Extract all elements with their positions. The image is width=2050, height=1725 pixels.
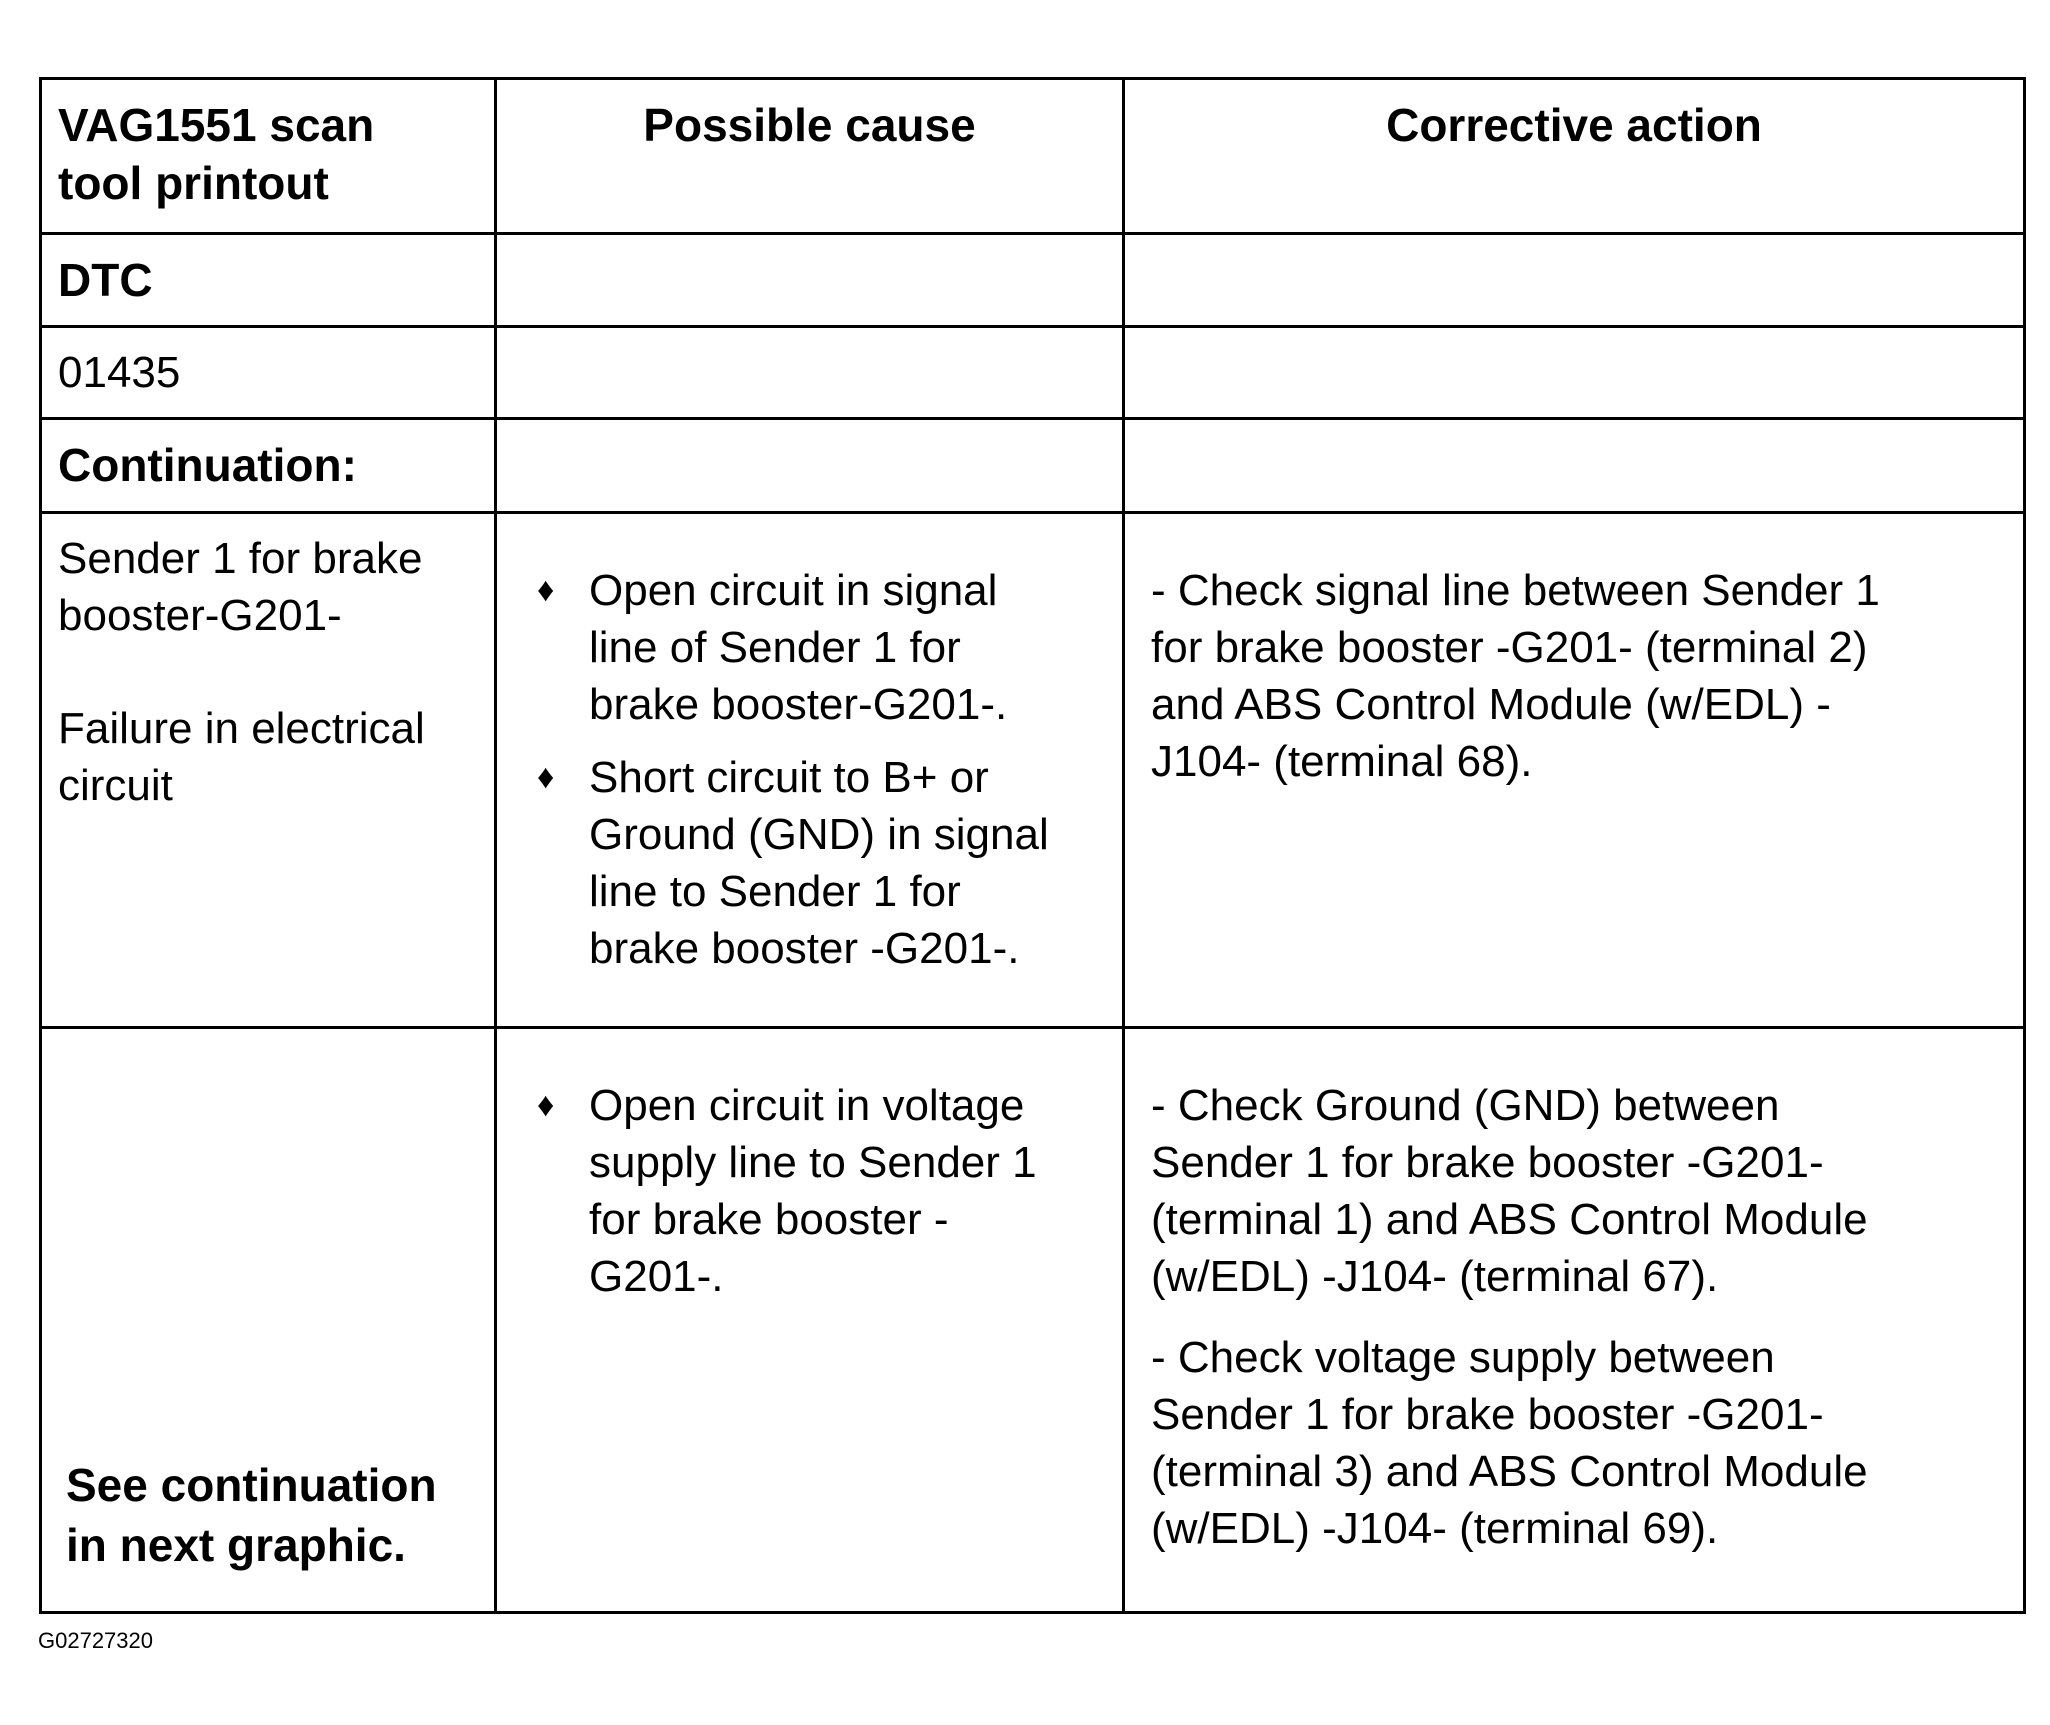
empty-cell — [496, 234, 1124, 327]
action-text: - Check signal line between Sender 1 for brake booster -G201- (terminal 2) and ABS Control Module (w/EDL) - J104- (terminal 68). — [1151, 566, 1880, 786]
header-action-cell — [1124, 79, 2025, 234]
empty-cell — [496, 327, 1124, 419]
diamond-bullet-icon: ♦ — [537, 1086, 555, 1124]
header-cause-cell — [496, 79, 1124, 234]
continuation-label: Continuation: — [58, 439, 357, 491]
header-printout-cell — [41, 79, 496, 234]
cause-text: Open circuit in voltage supply line to Sender 1 for brake booster - G201-. — [589, 1081, 1037, 1301]
action-cell — [1124, 1028, 2025, 1613]
fault-row — [41, 513, 2025, 1028]
empty-cell — [1124, 234, 2025, 327]
fault-row — [41, 1028, 2025, 1613]
figure-id: G02727320 — [38, 1628, 153, 1653]
cause-item — [537, 1077, 1104, 1305]
printout-fault-type: Failure in electrical circuit — [58, 704, 425, 810]
diagnostic-table — [39, 77, 2026, 1614]
empty-cell — [1124, 327, 2025, 419]
printout-text — [42, 514, 494, 814]
dtc-label: DTC — [58, 254, 153, 306]
header-action: Corrective action — [1386, 99, 1762, 151]
cause-item — [537, 562, 1104, 733]
see-continuation-note: See continuation in next graphic. — [66, 1459, 437, 1571]
dtc-row — [41, 234, 2025, 327]
continuation-row — [41, 419, 2025, 513]
empty-cell — [1124, 419, 2025, 513]
printout-cell — [41, 513, 496, 1028]
action-list — [1125, 514, 2023, 790]
header-cause: Possible cause — [643, 99, 976, 151]
cause-text: Short circuit to B+ or Ground (GND) in signal line to Sender 1 for brake booster -G201-. — [589, 753, 1049, 973]
continuation-label-cell — [41, 419, 496, 513]
cause-list — [497, 1029, 1122, 1305]
cause-text: Open circuit in signal line of Sender 1 for brake booster-G201-. — [589, 566, 1008, 729]
dtc-code-cell — [41, 327, 496, 419]
action-text: - Check voltage supply between Sender 1 for brake booster -G201- (terminal 3) and ABS Control Module (w/EDL) -J104- (terminal 69). — [1151, 1333, 1868, 1553]
header-printout: VAG1551 scan tool printout — [58, 99, 375, 209]
dtc-code-row — [41, 327, 2025, 419]
action-text: - Check Ground (GND) between Sender 1 for brake booster -G201- (terminal 1) and ABS Control Module (w/EDL) -J104- (terminal 67). — [1151, 1081, 1868, 1301]
dtc-code: 01435 — [58, 348, 181, 397]
printout-component: Sender 1 for brake booster-G201- — [58, 534, 423, 640]
see-continuation-cell — [41, 1028, 496, 1613]
cause-item — [537, 749, 1104, 977]
empty-cell — [496, 419, 1124, 513]
action-list — [1125, 1029, 2023, 1557]
cause-list — [497, 514, 1122, 977]
diamond-bullet-icon: ♦ — [537, 758, 555, 796]
action-cell — [1124, 513, 2025, 1028]
header-row — [41, 79, 2025, 234]
cause-cell — [496, 513, 1124, 1028]
cause-cell — [496, 1028, 1124, 1613]
dtc-label-cell — [41, 234, 496, 327]
diamond-bullet-icon: ♦ — [537, 571, 555, 609]
